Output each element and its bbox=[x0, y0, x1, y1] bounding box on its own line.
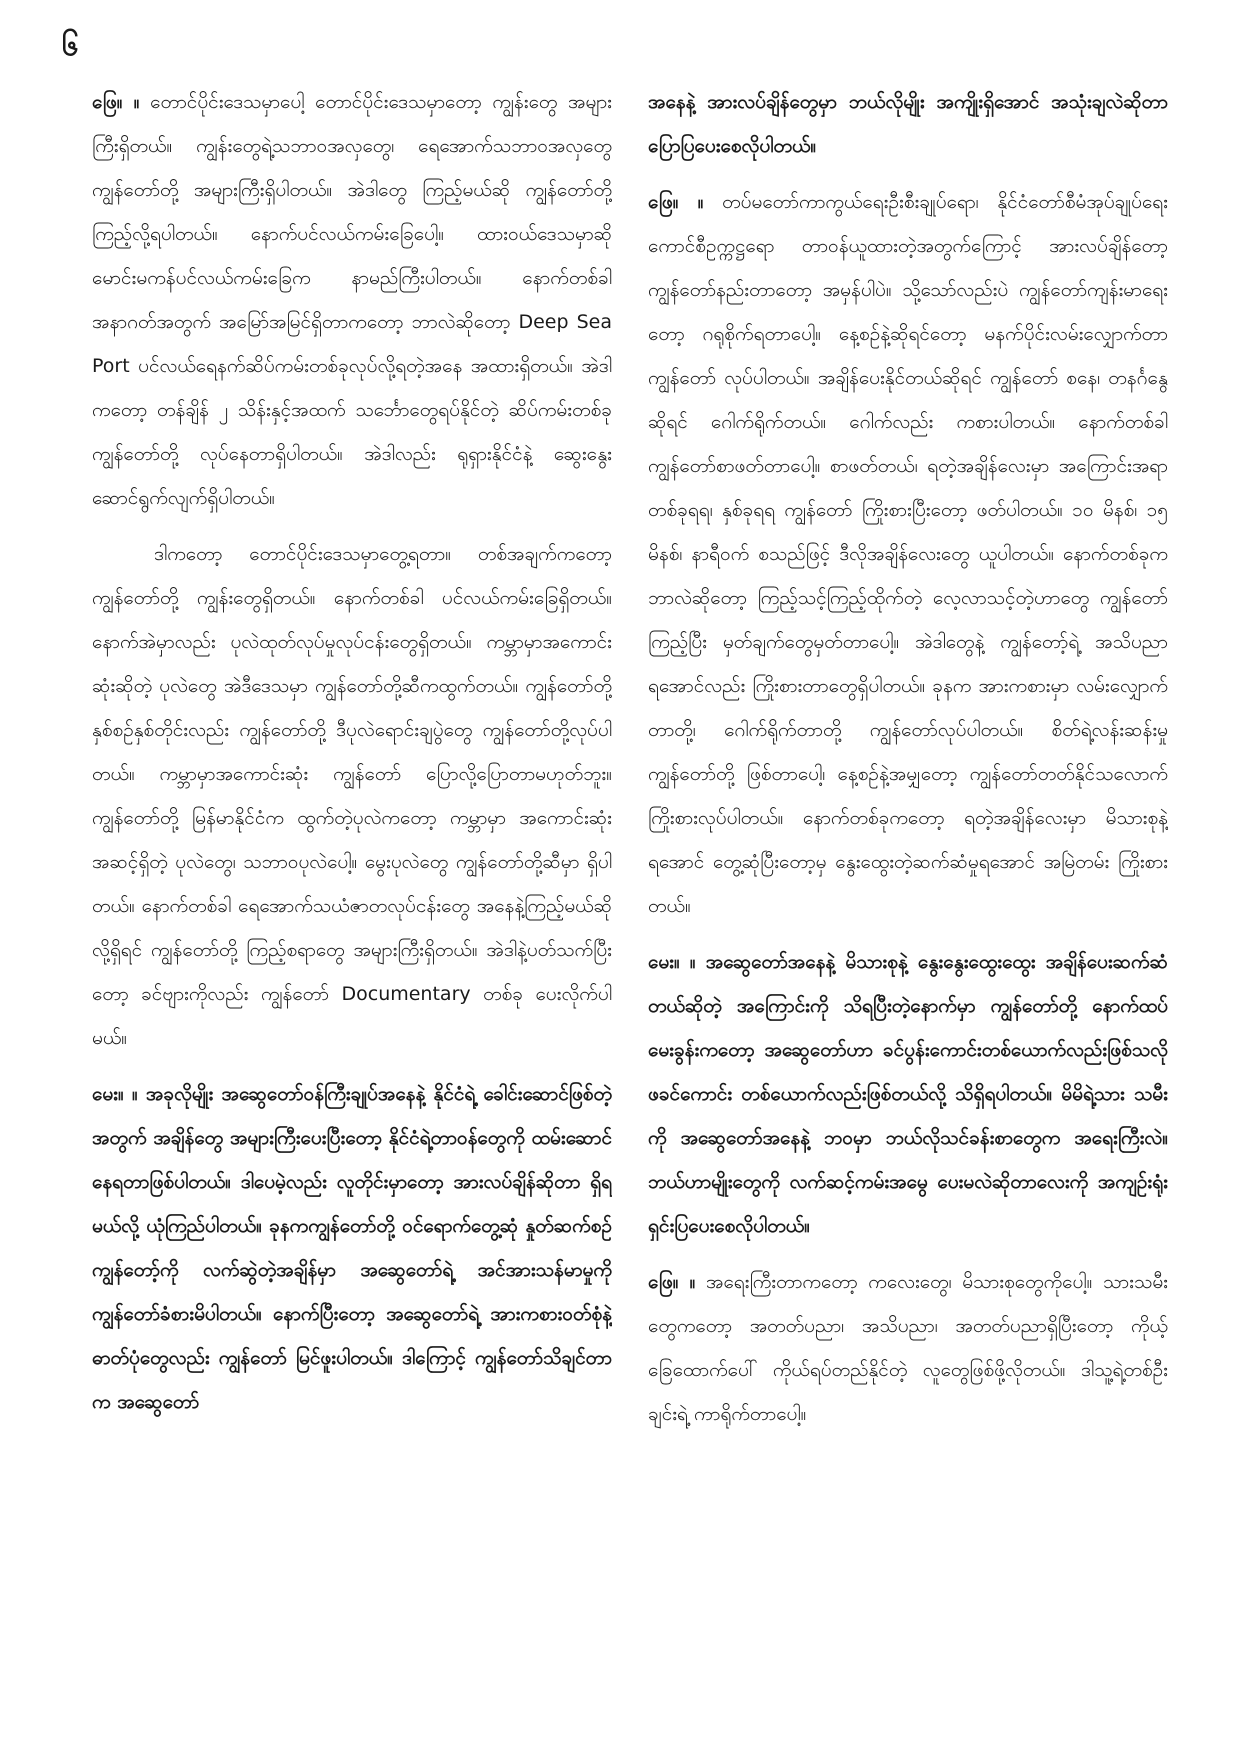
question-paragraph-2 bbox=[648, 940, 1168, 1248]
answer-marker: ဖြေ။ ။ bbox=[92, 91, 140, 113]
answer-paragraph-2 bbox=[648, 180, 1168, 928]
paragraph-text: အနေနဲ့ အားလပ်ချိန်တွေမှာ ဘယ်လိုမျိုး အကျိုးရှိအောင် အသုံးချလဲဆိုတာ ပြောပြပေးစေလိုပါတယ်။ bbox=[648, 91, 1168, 157]
question-continuation bbox=[648, 80, 1168, 168]
paragraph-text: တပ်မတော်ကာကွယ်ရေးဦးစီးချုပ်ရော၊ နိုင်ငံတော်စီမံအုပ်ချုပ်ရေးကောင်စီဥက္ကဋ္ဌရော တာဝန်ယူထားတဲ့အတွက်ကြောင့် အားလပ်ချိန်တော့ ကျွန်တော်နည်းတာတော့ အမှန်ပါပဲ။ သို့သော်လည်းပဲ ကျွန်တော်ကျန်းမာရေးတော့ ဂရုစိုက်ရတာပေါ့။ နေ့စဉ်နဲ့ဆိုရင်တော့ မနက်ပိုင်းလမ်းလျှောက်တာ ကျွန်တော် လုပ်ပါတယ်။ အချိန်ပေးနိုင်တယ်ဆိုရင် ကျွန်တော် စနေ၊ တနင်္ဂနွေဆိုရင် ဂေါက်ရိုက်တယ်။ ဂေါက်လည်း ကစားပါတယ်။ နောက်တစ်ခါ ကျွန်တော်စာဖတ်တာပေါ့။ စာဖတ်တယ်၊ ရတဲ့အချိန်လေးမှာ အကြောင်းအရာတစ်ခုရရ၊ နှစ်ခုရရ ကျွန်တော် ကြိုးစားပြီးတော့ ဖတ်ပါတယ်။ ၁၀ မိနစ်၊ ၁၅ မိနစ်၊ နာရီဝက် စသည်ဖြင့် ဒီလိုအချိန်လေးတွေ ယူပါတယ်။ နောက်တစ်ခုက ဘာလဲဆိုတော့ ကြည့်သင့်ကြည့်ထိုက်တဲ့ လေ့လာသင့်တဲ့ဟာတွေ ကျွန်တော်ကြည့်ပြီး မှတ်ချက်တွေမှတ်တာပေါ့။ အဲဒါတွေနဲ့ ကျွန်တော့်ရဲ့ အသိပညာရအောင်လည်း ကြိုးစားတာတွေရှိပါတယ်။ ခုနက အားကစားမှာ လမ်းလျှောက်တာတို့၊ ဂေါက်ရိုက်တာတို့ ကျွန်တော်လုပ်ပါတယ်။ စိတ်ရဲ့လန်းဆန်းမှု ကျွန်တော်တို့ ဖြစ်တာပေါ့၊ နေ့စဉ်နဲ့အမျှတော့ ကျွန်တော်တတ်နိုင်သလောက် ကြိုးစားလုပ်ပါတယ်။ နောက်တစ်ခုကတော့ ရတဲ့အချိန်လေးမှာ မိသားစုနဲ့ရအောင် တွေ့ဆုံပြီးတော့မှ နွေးထွေးတဲ့ဆက်ဆံမှုရအောင် အမြဲတမ်း ကြိုးစားတယ်။ bbox=[648, 191, 1168, 917]
question-marker: မေး။ ။ bbox=[92, 1083, 138, 1105]
left-column bbox=[92, 80, 612, 1720]
answer-marker: ဖြေ။ ။ bbox=[648, 1271, 696, 1293]
paragraph-text: အဆွေတော်အနေနဲ့ မိသားစုနဲ့ နွေးနွေးထွေးထွေး အချိန်ပေးဆက်ဆံတယ်ဆိုတဲ့ အကြောင်းကို သိရပြီးတဲ့နောက်မှာ ကျွန်တော်တို့ နောက်ထပ်မေးခွန်းကတော့ အဆွေတော်ဟာ ခင်ပွန်းကောင်းတစ်ယောက်လည်းဖြစ်သလို ဖခင်ကောင်း တစ်ယောက်လည်းဖြစ်တယ်လို့ သိရှိရပါတယ်။ မိမိရဲ့သား သမီးကို အဆွေတော်အနေနဲ့ ဘဝမှာ ဘယ်လိုသင်ခန်းစာတွေက အရေးကြီးလဲ။ ဘယ်ဟာမျိုးတွေကို လက်ဆင့်ကမ်းအမွေ ပေးမလဲဆိုတာလေးကို အကျဉ်းရုံး ရှင်းပြပေးစေလိုပါတယ်။ bbox=[648, 951, 1168, 1237]
two-column-text bbox=[92, 80, 1168, 1720]
paragraph-text: တောင်ပိုင်းဒေသမှာပေါ့ တောင်ပိုင်းဒေသမှာတော့ ကျွန်းတွေ အများကြီးရှိတယ်။ ကျွန်းတွေရဲ့သဘာဝအလှတွေ၊ ရေအောက်သဘာဝအလှတွေ ကျွန်တော်တို့ အများကြီးရှိပါတယ်။ အဲဒါတွေ ကြည့်မယ်ဆို ကျွန်တော်တို့ ကြည့်လို့ရပါတယ်။ နောက်ပင်လယ်ကမ်းခြေပေါ့။ ထားဝယ်ဒေသမှာဆို မောင်းမကန်ပင်လယ်ကမ်းခြေက နာမည်ကြီးပါတယ်။ နောက်တစ်ခါ အနာဂတ်အတွက် အမြော်အမြင်ရှိတာကတော့ ဘာလဲဆိုတော့ Deep Sea Port ပင်လယ်ရေနက်ဆိပ်ကမ်းတစ်ခုလုပ်လို့ရတဲ့အနေ အထားရှိတယ်။ အဲဒါကတော့ တန်ချိန် ၂ သိန်းနှင့်အထက် သင်္ဘောတွေရပ်နိုင်တဲ့ ဆိပ်ကမ်းတစ်ခု ကျွန်တော်တို့ လုပ်နေတာရှိပါတယ်။ အဲဒါလည်း ရုရှားနိုင်ငံနဲ့ ဆွေးနွေးဆောင်ရွက်လျက်ရှိပါတယ်။ bbox=[92, 91, 612, 509]
body-paragraph bbox=[92, 532, 612, 1060]
answer-paragraph-1 bbox=[92, 80, 612, 520]
answer-paragraph-3 bbox=[648, 1260, 1168, 1436]
page-number: ၆ bbox=[62, 28, 79, 63]
paragraph-text: အရေးကြီးတာကတော့ ကလေးတွေ၊ မိသားစုတွေကိုပေါ့။ သားသမီးတွေကတော့ အတတ်ပညာ၊ အသိပညာ၊ အတတ်ပညာရှိပြီးတော့ ကိုယ့်ခြေထောက်ပေါ် ကိုယ်ရပ်တည်နိုင်တဲ့ လူတွေဖြစ်ဖို့လိုတယ်။ ဒါသူ့ရဲ့တစ်ဦးချင်းရဲ့ ကာရိုက်တာပေါ့။ bbox=[648, 1271, 1168, 1425]
answer-marker: ဖြေ။ ။ bbox=[648, 191, 704, 213]
question-paragraph-1 bbox=[92, 1072, 612, 1424]
question-marker: မေး။ ။ bbox=[648, 951, 696, 973]
paragraph-text: ဒါကတော့ တောင်ပိုင်းဒေသမှာတွေ့ရတာ။ တစ်အချက်ကတော့ ကျွန်တော်တို့ ကျွန်းတွေရှိတယ်။ နောက်တစ်ခါ ပင်လယ်ကမ်းခြေရှိတယ်။ နောက်အဲမှာလည်း ပုလဲထုတ်လုပ်မှုလုပ်ငန်းတွေရှိတယ်။ ကမ္ဘာမှာအကောင်းဆုံးဆိုတဲ့ ပုလဲတွေ အဲဒီဒေသမှာ ကျွန်တော်တို့ဆီကထွက်တယ်။ ကျွန်တော်တို့ နှစ်စဉ်နှစ်တိုင်းလည်း ကျွန်တော်တို့ ဒီပုလဲရောင်းချပွဲတွေ ကျွန်တော်တို့လုပ်ပါတယ်။ ကမ္ဘာမှာအကောင်းဆုံး ကျွန်တော် ပြောလို့ပြောတာမဟုတ်ဘူး။ ကျွန်တော်တို့ မြန်မာနိုင်ငံက ထွက်တဲ့ပုလဲကတော့ ကမ္ဘာမှာ အကောင်းဆုံးအဆင့်ရှိတဲ့ ပုလဲတွေ၊ သဘာဝပုလဲပေါ့။ မွေးပုလဲတွေ ကျွန်တော်တို့ဆီမှာ ရှိပါတယ်။ နောက်တစ်ခါ ရေအောက်သယံဇာတလုပ်ငန်းတွေ အနေနဲ့ကြည့်မယ်ဆိုလို့ရှိရင် ကျွန်တော်တို့ ကြည့်စရာတွေ အများကြီးရှိတယ်။ အဲဒါနဲ့ပတ်သက်ပြီးတော့ ခင်ဗျားကိုလည်း ကျွန်တော် Documentary တစ်ခု ပေးလိုက်ပါမယ်။ bbox=[92, 543, 612, 1049]
paragraph-text: အခုလိုမျိုး အဆွေတော်ဝန်ကြီးချုပ်အနေနဲ့ နိုင်ငံရဲ့ ခေါင်းဆောင်ဖြစ်တဲ့အတွက် အချိန်တွေ အများကြီးပေးပြီးတော့ နိုင်ငံရဲ့တာဝန်တွေကို ထမ်းဆောင်နေရတာဖြစ်ပါတယ်။ ဒါပေမဲ့လည်း လူတိုင်းမှာတော့ အားလပ်ချိန်ဆိုတာ ရှိရမယ်လို့ ယုံကြည်ပါတယ်။ ခုနကကျွန်တော်တို့ ဝင်ရောက်တွေ့ဆုံ နှုတ်ဆက်စဉ် ကျွန်တော့်ကို လက်ဆွဲတဲ့အချိန်မှာ အဆွေတော်ရဲ့ အင်အားသန်မာမှုကို ကျွန်တော်ခံစားမိပါတယ်။ နောက်ပြီးတော့ အဆွေတော်ရဲ့ အားကစားဝတ်စုံနဲ့ ဓာတ်ပုံတွေလည်း ကျွန်တော် မြင်ဖူးပါတယ်။ ဒါကြောင့် ကျွန်တော်သိချင်တာက အဆွေတော် bbox=[92, 1083, 612, 1413]
right-column bbox=[648, 80, 1168, 1720]
